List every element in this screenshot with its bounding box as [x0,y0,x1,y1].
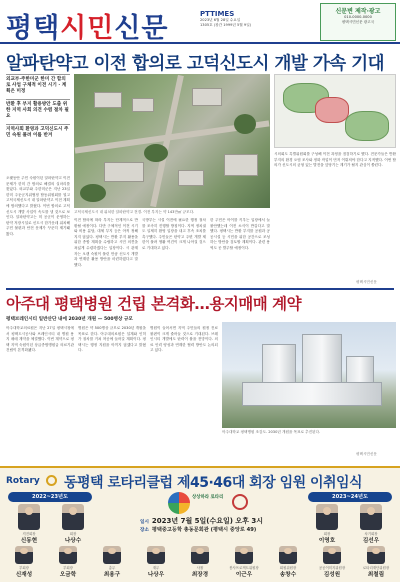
second-headline[interactable]: 아주대 평택병원 건립 본격화…용지매매 계약 [6,295,302,313]
hospital-rendering[interactable] [222,322,396,428]
avatar [316,504,338,530]
member-role: 공공이미지위원장 [318,566,346,570]
article-column [274,152,396,278]
avatar [191,546,209,564]
date-value: 2023년 7월 5일(수요일) 오후 3시 [151,517,263,525]
logo-accent: 시민 [60,13,115,44]
section-divider [6,288,394,290]
rotary-brand: Rotary [6,476,40,486]
member-card [136,546,176,578]
member-name: 최장경 [191,572,209,578]
logo-part-1: 평택 [6,13,61,44]
lead-subhead: 반환 후 부지 활용방안 도출 위한 지역 사회 의견 수렴 절차 필요 [6,99,70,120]
member-name: 김성원 [323,572,341,578]
article-column [6,176,70,284]
member-role: 총무 [108,566,116,570]
officer-name: 김선우 [362,538,380,544]
issue-info [200,10,280,28]
issue-number: 1305호 (창간 1999년 5월 9일) [200,23,252,27]
article-text: 이전 합의에 따라 부지는 단계적으로 반환될 예정이다. 다만 구체적인 이전 시기와 비용 분담, 대체 부지 등은 아직 정해지지 않았다. 평택시는 반환 부지 활용을 위한 종합 계획을 수립하고 시민 의견을 폭넓게 수렴하겠다는 입장이다. 시 관계자는 오랜 숙원이 풀린 만큼 신도시 개발과 연계한 활용 방안을 마련하겠다고 말했다. [74,218,138,267]
member-name: 오금학 [59,572,77,578]
photo-building [132,98,154,112]
article-text: 병원이 들어서면 지역 주민들의 원정 진료 불편이 크게 줄어들 것으로 기대된다. 브레인시티 개발에도 탄력이 붙을 전망이다. 의료 인력 양성과 연계한 협력 방안도 논의되고 있다. [150,326,218,353]
member-card [4,546,44,578]
member-card [356,546,396,578]
member-name: 송창수 [279,572,297,578]
officer-role: 직전회장 [22,532,36,536]
avatar [62,504,84,530]
officer-card [350,504,392,544]
avatar [279,546,297,564]
officer-card [8,504,50,544]
officer-name: 신동현 [20,538,38,544]
masthead [0,0,400,44]
officer-name: 이영호 [318,538,336,544]
map-zone-highlight [315,97,349,123]
newspaper-logo[interactable] [6,6,169,45]
location-map[interactable] [274,74,396,148]
article-column [74,218,138,284]
rendering-podium [242,382,382,406]
article-column [6,326,74,456]
avatar [15,546,33,564]
photo-building [104,162,144,182]
article-text: 국방부는 시설 이전에 필요한 행정 절차를 조속히 진행할 방침이다. 지역 정치권도 일제히 환영 입장을 내고 후속 조치를 촉구했다. 주민들은 탄약고 주변 개발 제한이 풀려 생활 여건이 크게 나아질 것으로 기대하고 있다. [142,218,206,250]
officer-role: 회장 [323,532,331,536]
lead-subheads [6,74,70,143]
term-next-label: 2023~24년도 [308,492,392,502]
member-card [48,546,88,578]
photo-building [224,154,258,176]
article-column [142,218,206,284]
photo-tree [144,144,168,162]
member-name: 이근우 [235,572,253,578]
member-role: 회원위원장 [279,566,297,570]
event-date [140,516,263,526]
byline: 평택시민신문 [356,452,377,456]
officer-role: 회장 [69,532,77,536]
avatar [235,546,253,564]
photo-building [94,92,122,108]
article-column [78,326,146,456]
photo-tree [234,114,256,134]
officer-card [306,504,348,544]
member-role: 부회장 [19,566,29,570]
ad-line-2: 평택시민신문 광고국 [341,20,375,24]
logo-part-2: 신문 [114,13,169,44]
article-text: 시의회도 특별위원회를 구성해 이전 과정을 점검하기로 했다. 전문가들은 반환 부지의 환경 오염 조사와 정화 작업이 먼저 이뤄져야 한다고 지적했다. 이번 합의가 신도시의 균형 있는 발전을 앞당기는 계기가 될지 관심이 쏠린다. [274,152,396,168]
member-role: 재무 [152,566,160,570]
masthead-ad[interactable] [320,3,396,41]
slogan-logo-icon [168,492,190,514]
rotary-wheel-icon [46,475,57,486]
event-place [140,526,256,533]
article-text: 아주대학교의료원은 지난 27일 평택시청에서 평택도시공사와 브레인시티 내 병원 용지 매매 계약을 체결했다. 이번 계약으로 평택 지역 숙원이던 상급종합병원급 의료기관 건립이 본격화됐다. [6,326,74,353]
issue-date: 2023년 6월 28일 수요일 [200,18,241,22]
place-label: 장소 [140,528,149,533]
second-subhead: 평택브레인시티 일반산단 내에 2030년 개원 — 500병상 규모 [6,317,133,322]
avatar [360,504,382,530]
member-role: 부회장 [63,566,73,570]
byline: 평택시민신문 [356,280,377,284]
member-card [312,546,352,578]
ad-title: 신문변 제작·광고 [335,8,381,15]
aerial-photo[interactable] [74,74,270,208]
lead-subhead: 외교부·주한미군 한미 간 합의로 사업 구체적 이전 시기 · 계획은 미정 [6,74,70,95]
member-role: 로타리재단위원장 [362,566,390,570]
member-name: 최철림 [367,572,385,578]
avatar [323,546,341,564]
avatar [367,546,385,564]
member-card [92,546,132,578]
member-role: 사찰 [196,566,204,570]
lead-headline[interactable]: 알파탄약고 이전 합의로 고덕신도시 개발 가속 기대 [6,54,385,74]
officer-role: 차기회장 [364,532,378,536]
lead-subhead: 지역사회 환영과 고덕신도시 주민 숙원 풀려 이를 반겨 [6,124,70,139]
photo-caption: 고덕국제신도시 내 위치한 알파탄약고 전경. 이전 부지는 약 143만㎡ 규모다. [74,210,195,214]
avatar [18,504,40,530]
article-column [150,326,218,456]
avatar [147,546,165,564]
avatar [59,546,77,564]
member-card [180,546,220,578]
member-name: 최용구 [103,572,121,578]
place-value: 평택중고등학 총동문회관 (평택시 중앙로 49) [151,527,257,533]
brand-name: PTTIMES [200,10,235,18]
member-card [224,546,264,578]
rotary-title: 동평택 로타리클럽 제45·46대 회장 임원 이취임식 [64,475,363,491]
member-card [268,546,308,578]
rotary-advertisement[interactable] [0,466,400,582]
photo-building [178,170,204,186]
member-role: 봉사프로젝트위원장 [229,566,259,570]
map-zone [345,111,389,141]
photo-caption: 아주대학교 평택병원 조감도. 2030년 개원을 목표로 추진된다. [222,430,321,434]
article-text: 한 주민은 아이를 키우는 입장에서 늘 불안했는데 이전 소식이 반갑다고 말했다. 평택시는 반환 부지를 공원과 공공시설 등 시민을 위한 공간으로 조성하는 방안을 검토할 계획이다. 관련 용역도 곧 발주할 예정이다. [210,218,270,250]
avatar [103,546,121,564]
club-emblem-icon [232,494,248,510]
member-name: 신재성 [15,572,33,578]
photo-building [192,88,222,106]
date-label: 일시 [140,520,149,525]
article-text: 병원은 약 500병상 규모로 2030년 개원을 목표로 한다. 아주대의료원은 설계와 인허가 절차를 거쳐 착공에 들어갈 계획이다. 평택시는 행정 지원을 아끼지 않겠다고 밝혔다. [78,326,146,353]
officer-card [52,504,94,544]
article-text: 오랫동안 주민 숙원이던 알파탄약고 이전 문제가 한미 간 합의로 해결의 실마리를 찾았다. 외교부와 주한미군은 지난 23일 한미 주둔군지위협정 합동위원회를 열고 고덕국제신도시 내 알파탄약고 이전 계획에 합의했다고 밝혔다. 이번 합의로 고덕신도시 개발 사업이 속도를 낼 것으로 보인다. 알파탄약고는 미 공군이 운영하는 탄약 저장시설로 신도시 한가운데 위치해 주민 불편과 안전 문제가 꾸준히 제기돼 왔다. [6,176,70,236]
photo-tree [80,184,106,202]
term-prev-label: 2022~23년도 [8,492,92,502]
article-column [210,218,270,284]
officer-name: 나상수 [64,538,82,544]
slogan-name: 상상하라 로타리 [192,495,224,500]
member-name: 나상우 [147,572,165,578]
ad-line-1: 010-0000-0000 [344,15,372,19]
